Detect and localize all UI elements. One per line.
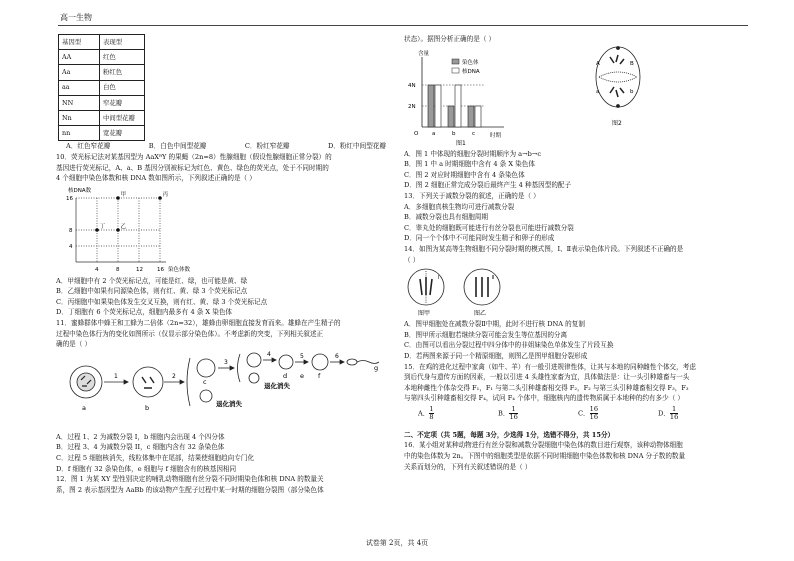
x-axis-label: 时期 [490,132,502,139]
denominator: 8 [429,413,434,422]
cell-f-icon [312,354,328,370]
section-heading: 二、不定项（共 5题，每题 3分，少选得 1分，选错不得分，共 15分） [404,430,615,439]
header-title: 高一生物 [60,13,92,22]
table-cell: aa [59,80,100,95]
q15-line: 15．在鸡的进化过程中家禽（如牛、羊）有一般引进规律性体，让其与本地的同种雌性个体交，考虑 [404,362,696,371]
q14-cell-figure [404,265,524,319]
x-tick: 12 [136,266,143,273]
q15-line: 到后代身与遗传方面的因素，一般以引进 4 头雄性家畜为宜，具体做法是：让一头引种雄畜与一头 [404,373,690,382]
y-tick: 2N [408,103,416,110]
fraction [590,406,598,421]
option[interactable]: A．甲细胞中有 2 个荧光标记点，可能是红、绿，也可能是黄、绿 [56,276,248,285]
fig1-bar-chart [404,45,536,147]
cell-label: c [203,377,207,386]
table-header-cell: 表现型 [100,35,145,50]
bar [468,106,474,127]
bar [455,85,461,127]
page-footer: 试卷第 2页，共 4页 [365,539,429,547]
chromosome-icon [610,87,624,97]
legend-swatch-chromosome [452,59,459,64]
cell-label: a [82,403,86,412]
numerator: 1 [670,406,678,414]
table-cell: 红色 [100,50,145,65]
x-tick: 8 [116,266,120,273]
gene-label: A [596,60,600,67]
q13-stem: 13．下列关于减数分裂的叙述，正确的是（ ） [404,191,540,200]
legend-swatch-dna [452,68,459,73]
y-axis-label: 含量 [418,50,430,57]
option[interactable]: B．减数分裂也具有细胞周期 [404,213,488,222]
q12-line: 12．图 1 为某 XY 型性别决定的哺乳动物细胞有丝分裂不同时期染色体和核 DNA 的数量关 [56,475,324,484]
q16-line: 中的染色体数为 2n。下图中的细胞类型是依据不同时期细胞中染色体数和核 DNA 分子数的数量 [404,452,686,461]
table-cell: 白色 [100,80,145,95]
cell-label: e [300,371,304,380]
cell-small-icon [200,390,212,402]
step-label: 6 [335,352,339,360]
step-label: 3 [224,358,228,366]
bar [475,106,481,127]
x-axis-label: 染色体数 [168,266,191,273]
option[interactable]: C．过程 5 细胞核消失，线粒体集中在尾部，结果使细胞趋向专门化 [56,454,255,463]
point-label: 丙 [162,191,169,198]
fig2-cell-diagram [566,45,686,147]
table-row [59,95,145,110]
table-cell: 窄花瓣 [100,95,145,110]
legend-label: 核DNA [462,68,480,75]
y-tick: 8 [69,227,73,234]
option-letter: D． [658,409,670,418]
data-point [95,228,99,232]
fraction [670,406,678,421]
denominator: 16 [509,413,518,422]
q11-line: 过程中染色体行为的变化如图所示（仅显示部分染色体）。不考虑新的突变，下列相关叙述正 [56,329,324,338]
option[interactable]: B．图甲所示细胞若继续分裂可能会发生等位基因的分离 [404,330,568,339]
data-point [116,228,120,232]
option[interactable]: B．过程 3、4 为减数分裂 II，c 细胞内含有 32 条染色体 [56,443,225,452]
segment-mark: Ⅱ [492,275,495,282]
q9-options [56,141,386,152]
cell-d-icon [279,355,293,369]
cell-label: b [145,403,150,412]
denominator: 16 [589,413,599,422]
data-points [95,190,168,232]
cell-label: d [283,371,288,380]
q12-figures [404,45,750,149]
option[interactable]: D．f 细胞有 32 条染色体，e 细胞与 f 细胞含有的核基因相同 [56,464,237,473]
option[interactable]: C．丙细胞中如果染色体发生交叉互换，则有红、黄、绿 3 个荧光标记点 [56,297,268,306]
q15-options [404,404,738,424]
table-cell: 粉红色 [100,65,145,80]
fraction [509,406,517,421]
option[interactable]: D．图 2 细胞正常完成分裂后最终产生 4 种基因型的配子 [404,181,572,190]
chromosome-icon [610,55,624,64]
bars [428,85,481,137]
option[interactable]: D．丁细胞有 6 个荧光标记点，细胞内最多有 4 条 X 染色体 [56,308,233,317]
table-header-cell: 基因型 [59,35,100,50]
table-cell: nn [59,126,100,141]
option[interactable]: C．图 2 对应时期细胞中含有 4 条染色体 [404,170,525,179]
degenerate-note: 退化消失 [216,399,242,408]
cell-c-icon [197,359,215,377]
option[interactable]: B．乙细胞中如果有同源染色体，则有红、黄、绿 3 个荧光标记点 [56,287,248,296]
q10-line: 10．荧光标记法对某基因型为 AaXᴮY 的果蝇（2n=8）性腺细胞（假设性腺细胞正常分裂）的 [56,152,332,161]
table-cell: 宽花瓣 [100,126,145,141]
option[interactable]: C．粉红窄花瓣 [244,142,290,151]
fraction [429,406,433,421]
option[interactable] [418,406,498,421]
option[interactable]: C．由图可以看出分裂过程中四分体中的非姐妹染色单体发生了片段互换 [404,341,614,350]
table-row [59,80,145,95]
brace-icon [187,358,190,406]
option[interactable]: A．过程 1、2 为减数分裂 I，b 细胞内会出现 4 个四分体 [56,432,225,441]
legend-label: 染色体 [462,59,479,66]
chromosome-icon [420,277,432,295]
option[interactable]: B．图 1 中 a 时期细胞中含有 4 条 X 染色体 [404,160,535,169]
step-label: 5 [300,352,304,360]
option[interactable]: A．多细胞真核生物均可进行减数分裂 [404,202,515,211]
data-point [116,196,120,200]
option[interactable]: C．睾丸处的细胞既可能进行有丝分裂也可能进行减数分裂 [404,223,574,232]
bar [428,85,434,127]
table-row [59,50,145,65]
q16-line: 16．某小组对某种动物进行有丝分裂和减数分裂细胞中染色体的数目进行观察，该种动物体细胞 [404,441,683,450]
point-label: 乙 [120,223,127,230]
y-tick: 16 [66,195,73,202]
gene-label: B [630,60,634,67]
option[interactable] [658,406,738,421]
gene-label: b [630,88,634,95]
table-cell: Nn [59,110,100,125]
sperm-icon [347,359,357,365]
point-label: 丁 [99,223,106,230]
table-cell: NN [59,95,100,110]
table-row [59,65,145,80]
left-column [56,34,394,495]
q15-line: 本地种雌性个体杂交得 F₁，F₁ 与第二头引种雄畜相交得 F₂，F₂ 与第三头引种雄畜相交得 F₃，F₃ [404,383,689,392]
option[interactable]: B．白色中间型花瓣 [148,142,207,151]
option[interactable]: A．图 1 中体现的细胞分裂时期顺序为 a→b→c [404,149,542,158]
header-rule [58,25,748,26]
option-letter: B． [498,409,510,418]
cell-label: f [318,371,321,380]
cell-b-icon [133,367,163,397]
option[interactable]: D．若两图来源于同一个精原细胞，则图乙是图甲细胞分裂形成 [404,351,588,360]
q16-line: 关系而划分的，下列有关叙述错误的是（ ） [404,462,532,471]
denominator: 16 [669,413,679,422]
option[interactable]: A．红色窄花瓣 [66,142,111,151]
q14-paren: （ ） [404,255,420,264]
table-cell: AA [59,50,100,65]
brace-icon [238,354,241,382]
option[interactable]: A．图甲细胞处在减数分裂Ⅱ中期，此时不进行核 DNA 的复制 [404,320,585,329]
option[interactable]: D．同一个个体中不可能同时发生精子和卵子的形成 [404,234,555,243]
figure-caption: 图甲 [418,310,431,318]
numerator: 1 [429,405,434,414]
grid [76,198,166,262]
q11-line: 11．蜜蜂群体中蜂王和工蜂为二倍体（2n=32），雄蜂由卵细胞直接发育而来。雄蜂在产生精子的 [56,319,341,328]
cell-label: g [374,363,379,372]
table-cell: 中间型花瓣 [100,110,145,125]
x-tick: 16 [157,266,164,273]
right-column [404,34,750,472]
genotype-table [58,34,145,141]
origin-label: O [414,130,419,137]
step-label: 2 [172,372,176,380]
option[interactable]: D．粉红中间型花瓣 [327,142,386,151]
fig1-caption: 图1 [456,139,466,147]
fig2-caption: 图2 [612,119,622,127]
q10-line: 4 个细胞中染色体数和核 DNA 数如图所示，下列叙述正确的是（ ） [56,174,256,183]
x-tick: b [452,130,456,137]
table-row [59,126,145,141]
option-letter: A． [418,409,430,418]
table-header-row [59,35,145,50]
bar [448,106,454,127]
figure-caption: 图乙 [474,310,487,318]
q15-line: 与第四头引种雄畜相交得 F₄，试问 F₄ 个体中，细胞核内的遗传物质属于本地种的约有多少（ ） [404,394,684,403]
table-row [59,110,145,125]
y-tick: 4N [408,82,416,89]
segment-mark: Ⅰ [438,275,440,282]
y-tick: 4 [69,243,73,250]
option[interactable] [578,406,658,421]
option-letter: C． [578,409,590,418]
bar [435,85,441,127]
option[interactable] [498,406,578,421]
q11-spermatogenesis-figure [56,350,386,432]
table-cell: Aa [59,65,100,80]
step-label: 4 [267,350,271,358]
degenerate-note: 退化消失 [264,381,290,390]
x-tick: c [472,130,476,137]
chromosome-icon [476,277,488,297]
q11-line: 确的是（ ） [56,340,92,349]
step-label: 1 [114,372,118,380]
nucleus-icon [77,373,95,391]
y-axis-label: 核DNA数 [68,187,92,194]
q12-continuation: 状态）。据图分析正确的是（ ） [404,35,496,43]
q12-line: 系，图 2 表示基因型为 AaBb 的该动物产生配子过程中某一时期的细胞分裂图（部分染色体 [56,485,324,494]
data-point [158,196,162,200]
gene-label: a [596,88,600,95]
x-tick: 4 [95,266,99,273]
numerator: 1 [509,406,517,414]
q14-stem: 14．如图为某高等生物细胞不同分裂时期的模式图，Ⅰ、Ⅱ表示染色体片段。下列叙述不正确的是 [404,244,684,253]
x-tick: a [432,130,436,137]
q10-scatter-chart [64,184,204,276]
numerator: 16 [589,405,599,414]
q10-line: 基因进行荧光标记，A、a、B 基因分别被标记为红色、黄色、绿色的荧光点，处于不同时期的 [56,163,329,172]
point-label: 甲 [120,191,127,198]
